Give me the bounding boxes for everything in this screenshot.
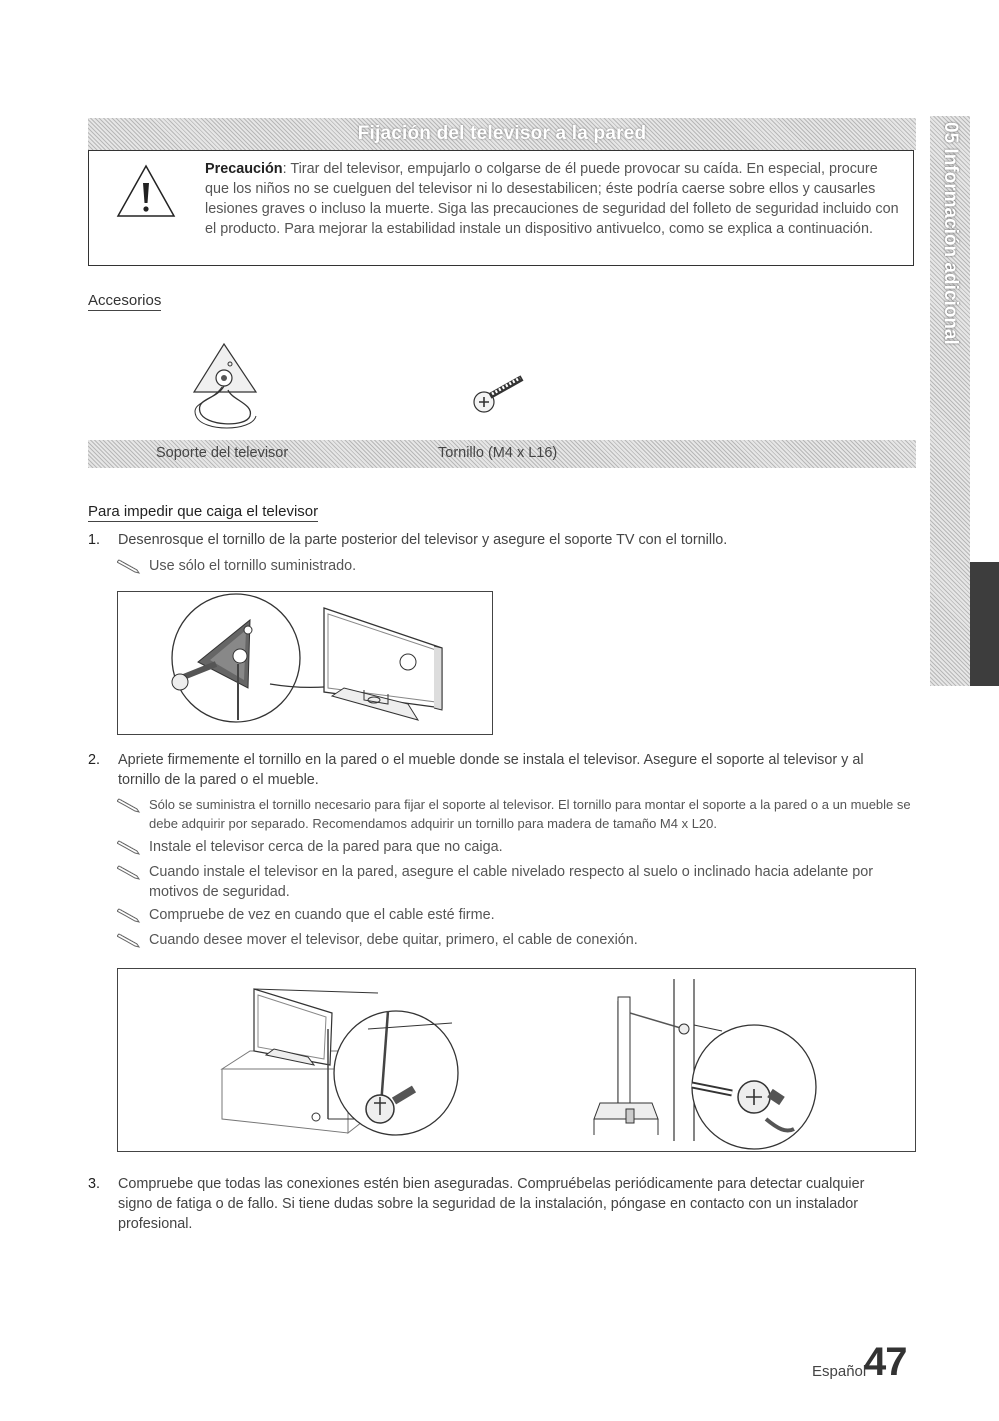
note: Cuando desee mover el televisor, debe quitar, primero, el cable de conexión. [117, 930, 907, 950]
step-3 [88, 1174, 898, 1234]
warning-icon [115, 163, 177, 219]
prevent-fall-heading: Para impedir que caiga el televisor [88, 503, 319, 520]
note: Use sólo el tornillo suministrado. [117, 556, 907, 576]
caution-box [88, 150, 914, 266]
note: Compruebe de vez en cuando que el cable esté firme. [117, 905, 907, 925]
accessory-label-tv-holder: Soporte del televisor [156, 445, 289, 461]
caution-body: : Tirar del televisor, empujarlo o colgarse de él puede provocar su caída. En especial, procure que los niños no se cuelguen del televisor ni lo desestabilicen; éste podría caerse sobre ellos y causarles lesiones graves o incluso la muerte. Siga las precauciones de seguridad del folleto de seguridad incluido con el producto. Para mejorar la estabilidad instale un dispositivo antivuelco, como se explica a continuación. [205, 161, 899, 237]
footer-language: Español [812, 1363, 867, 1380]
page-number: 47 [864, 1340, 907, 1384]
step-number: 2. [88, 752, 101, 768]
wall-mount-illustration [118, 969, 915, 1151]
tv-holder-illustration [118, 592, 492, 734]
step-text: Apriete firmemente el tornillo en la pared o el mueble donde se instala el televisor. Asegure el soporte al televisor y al tornillo de la pared o el mueble. [118, 752, 864, 788]
note-pencil-icon [117, 907, 141, 923]
accessories-heading: Accesorios [88, 292, 162, 309]
caution-label: Precaución [205, 161, 283, 177]
note-pencil-icon [117, 558, 141, 574]
accessory-label-screw: Tornillo (M4 x L16) [438, 445, 558, 461]
step-text: Desenrosque el tornillo de la parte posterior del televisor y asegure el soporte TV con el tornillo. [118, 532, 728, 548]
page-title: Fijación del televisor a la pared [357, 123, 647, 144]
caution-text [205, 159, 905, 239]
screw-icon [470, 372, 530, 416]
note-pencil-icon [117, 839, 141, 855]
note-pencil-icon [117, 932, 141, 948]
section-title-bar [88, 118, 916, 150]
accessories-label-bar [88, 440, 916, 468]
chapter-label: 05 Información adicional [940, 122, 961, 345]
note: Cuando instale el televisor en la pared, asegure el cable nivelado respecto al suelo o inclinado hacia adelante por motivos de seguridad. [117, 862, 907, 902]
note: Instale el televisor cerca de la pared para que no caiga. [117, 837, 907, 857]
note: Sólo se suministra el tornillo necesario para fijar el soporte al televisor. El tornillo para montar el soporte a la pared o a un mueble se debe adquirir por separado. Recomendamos adquirir un tornillo para madera de tamaño M4 x L20. [117, 795, 917, 833]
chapter-marker [970, 562, 999, 686]
tv-holder-icon [186, 340, 266, 440]
figure-attach-holder [117, 591, 493, 735]
step-text: Compruebe que todas las conexiones estén bien aseguradas. Compruébelas periódicamente para detectar cualquier signo de fatiga o de fallo. Si tiene dudas sobre la seguridad de la instalación, póngase en contacto con un instalador profesional. [118, 1176, 865, 1232]
step-2 [88, 750, 898, 790]
figure-secure-to-wall [117, 968, 916, 1152]
note-pencil-icon [117, 797, 141, 813]
step-1 [88, 530, 908, 550]
step-number: 3. [88, 1176, 101, 1192]
note-pencil-icon [117, 864, 141, 880]
chapter-side-tab [930, 116, 970, 686]
step-number: 1. [88, 532, 101, 548]
